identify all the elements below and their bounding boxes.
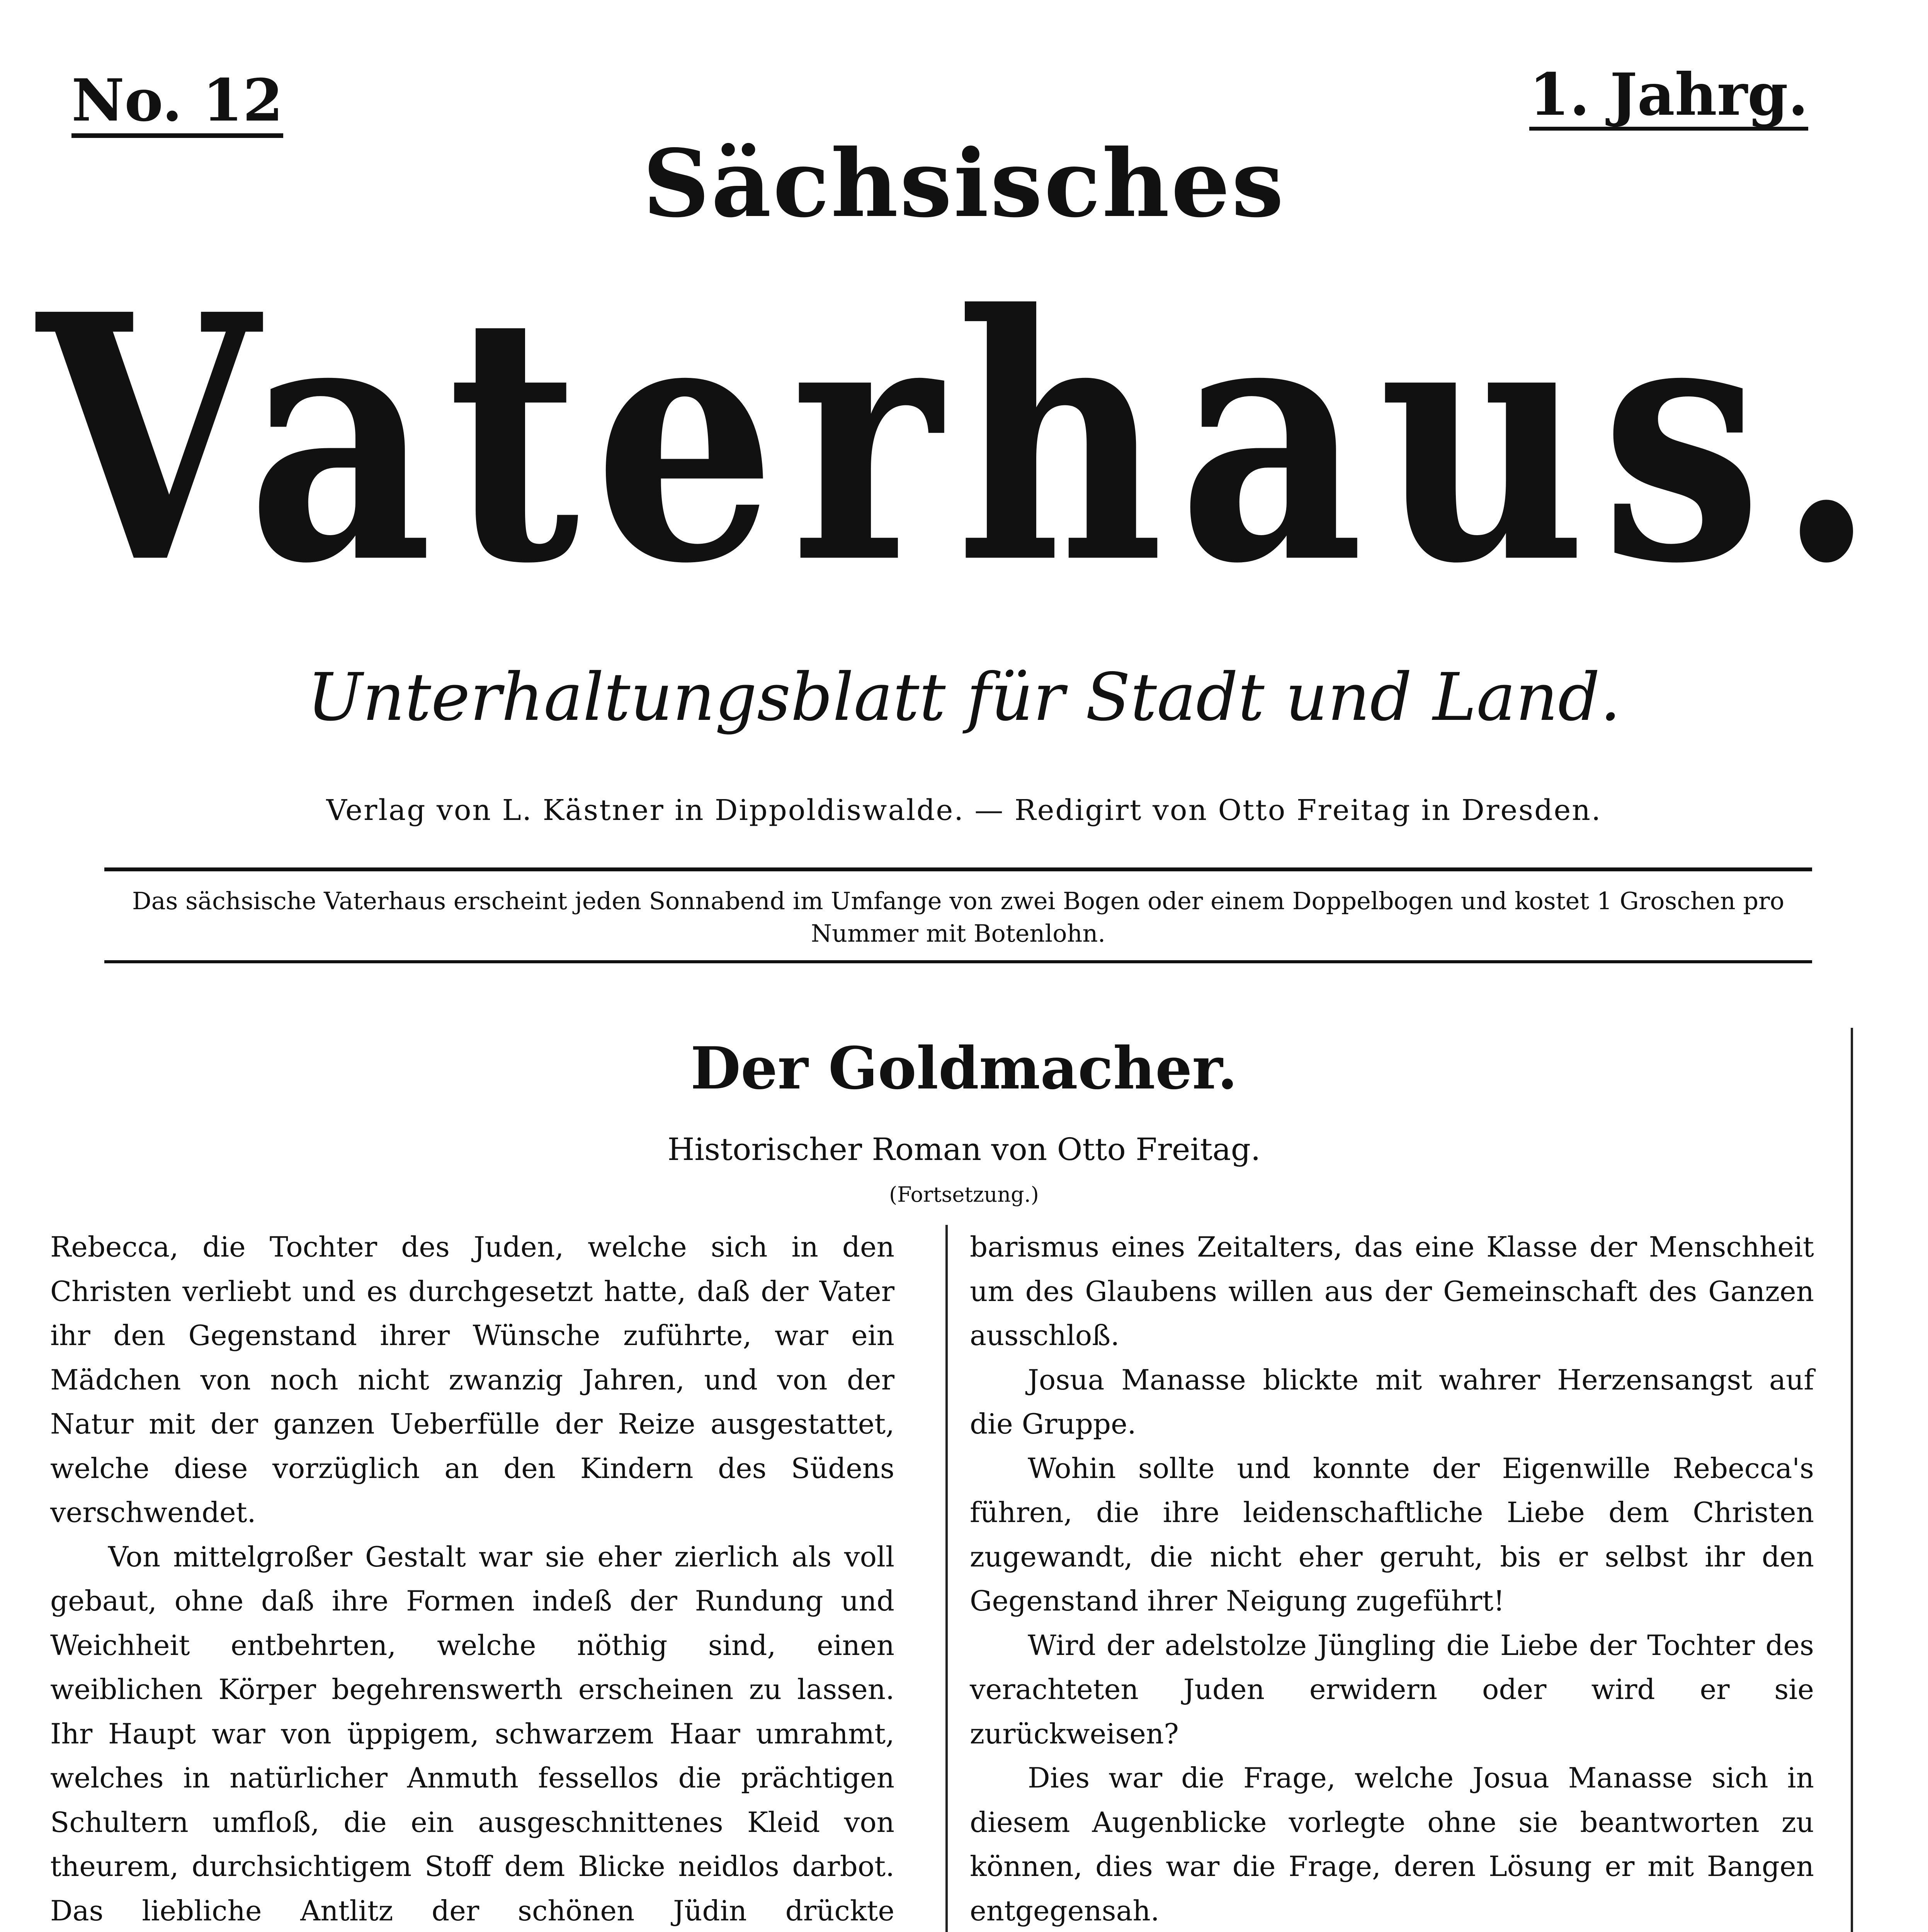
- paragraph: barismus eines Zeitalters, das eine Klasse der Menschheit um des Glaubens willen aus der Gemeinschaft des Ganzen ausschloß.: [970, 1231, 1814, 1352]
- subscription-notice: Das sächsische Vaterhaus erscheint jeden Sonnabend im Umfange von zwei Bogen oder einem Doppelbogen und kostet 1 Groschen pro Nummer mit Botenlohn.: [132, 887, 1785, 947]
- masthead-subtitle: Unterhaltungsblatt für Stadt und Land.: [307, 659, 1621, 736]
- article-column-right: [970, 1225, 1814, 1932]
- paragraph: Wird der adelstolze Jüngling die Liebe der Tochter des verachteten Juden erwidern oder wird er sie zurückweisen?: [970, 1629, 1814, 1750]
- masthead-small-title: Sächsisches: [643, 129, 1285, 238]
- article-column-left: [50, 1225, 894, 1932]
- continuation-note: (Fortsetzung.): [889, 1182, 1039, 1207]
- paragraph: Dies war die Frage, welche Josua Manasse sich in diesem Augenblicke vorlegte ohne sie beantworten zu können, dies war die Frage, deren Lösung er mit Bangen entgegensah.: [970, 1762, 1814, 1927]
- paragraph: Rebecca, die Tochter des Juden, welche sich in den Christen verliebt und es durchgesetzt hatte, daß der Vater ihr den Gegenstand ihrer Wünsche zuführte, war ein Mädchen von noch nicht zwanzig Jahren, und von der Natur mit der ganzen Ueberfülle der Reize ausgestattet, welche diese vorzüglich an den Kindern des Südens verschwendet.: [50, 1231, 894, 1529]
- paragraph: Josua Manasse blickte mit wahrer Herzensangst auf die Gruppe.: [970, 1363, 1814, 1440]
- volume-year: 1. Jahrg.: [1529, 66, 1808, 131]
- publisher-line: Verlag von L. Kästner in Dippoldiswalde. — Redigirt von Otto Freitag in Dresden.: [326, 794, 1602, 827]
- page-border-right: [1851, 1028, 1853, 1932]
- masthead-main-title: Vaterhaus.: [37, 241, 1891, 638]
- header-rule-top: [104, 867, 1812, 871]
- header-rule-bottom: [104, 960, 1812, 963]
- issue-number: No. 12: [71, 71, 283, 138]
- paragraph: Wohin sollte und konnte der Eigenwille Rebecca's führen, die ihre leidenschaftliche Liebe dem Christen zugewandt, die nicht eher geruht, bis er selbst ihr den Gegenstand ihrer Neigung zugeführt!: [970, 1452, 1814, 1617]
- paragraph: Von mittelgroßer Gestalt war sie eher zierlich als voll gebaut, ohne daß ihre Formen indeß der Rundung und Weichheit entbehrten, welche nöthig sind, einen weiblichen Körper begehrenswerth erscheinen zu lassen. Ihr Haupt war von üppigem, schwarzem Haar umrahmt, welches in natürlicher Anmuth fessellos die prächtigen Schultern umfloß, die ein ausgeschnittenes Kleid von theurem, durchsichtigem Stoff dem Blicke neidlos darbot. Das liebliche Antlitz der schönen Jüdin drückte: [50, 1540, 894, 1927]
- article-title: Der Goldmacher.: [690, 1034, 1238, 1102]
- article-subtitle: Historischer Roman von Otto Freitag.: [667, 1131, 1261, 1167]
- column-divider: [945, 1225, 948, 1932]
